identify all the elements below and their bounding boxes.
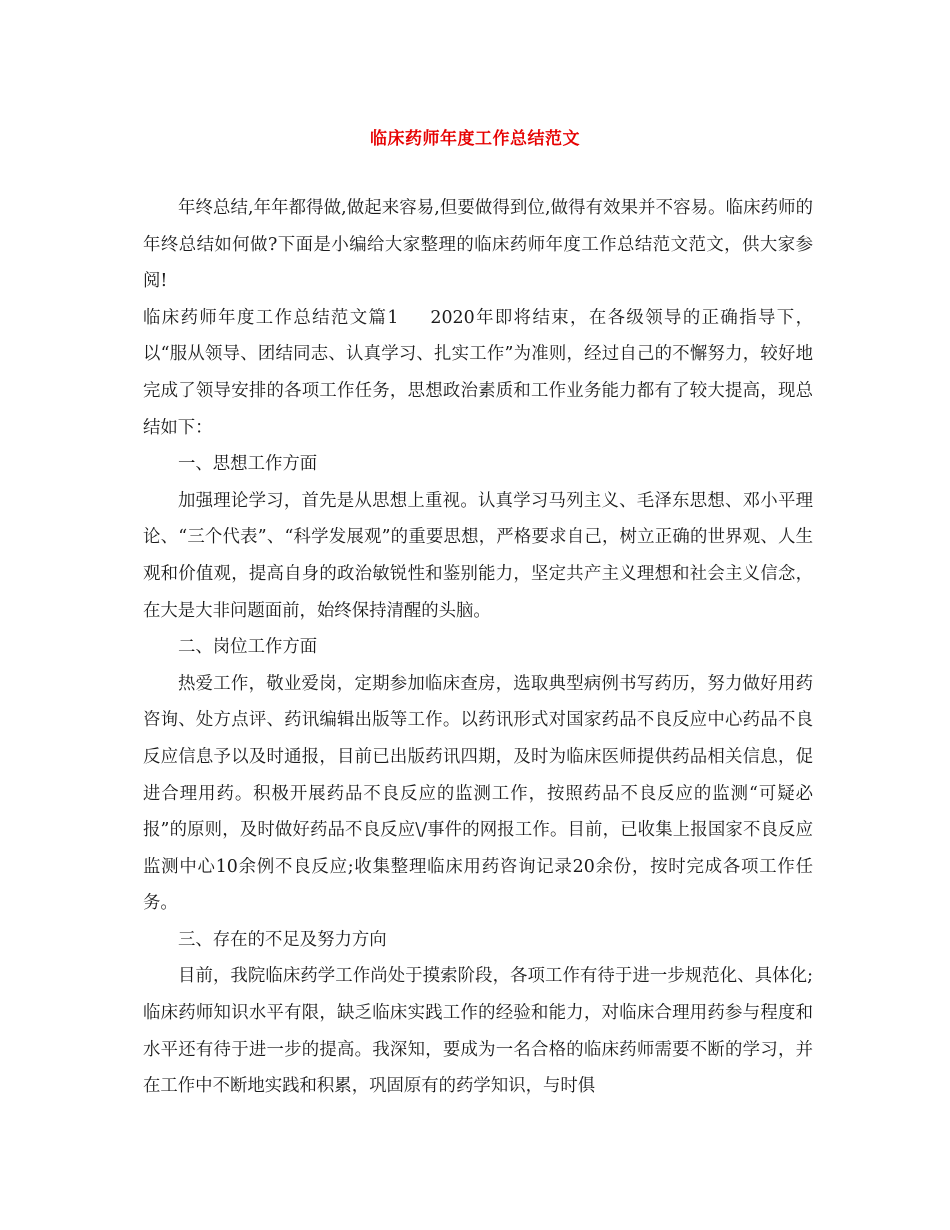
article-label: 临床药师年度工作总结范文篇1 (143, 307, 399, 328)
section1-heading: 一、思想工作方面 (178, 454, 318, 475)
section2-heading: 二、岗位工作方面 (178, 637, 318, 658)
section3-heading: 三、存在的不足及努力方向 (178, 929, 387, 950)
article-lead: 2020年即将结束，在各级领导的正确指导下，以“服从领导、团结同志、认真学习、扎实工作”为准则，经过自己的不懈努力，较好地完成了领导安排的各项工作任务，思想政治素质和工作业务能力都有了较大提高，现总结如下： (143, 307, 813, 438)
intro-paragraph: 年终总结,年年都得做,做起来容易,但要做得到位,做得有效果并不容易。临床药师的年终总结如何做?下面是小编给大家整理的临床药师年度工作总结范文范文，供大家参阅! (143, 198, 813, 292)
document-title: 临床药师年度工作总结范文 (370, 129, 580, 149)
article-lead-paragraph (143, 300, 813, 446)
section3-paragraph: 目前，我院临床药学工作尚处于摸索阶段，各项工作有待于进一步规范化、具体化;临床药师知识水平有限，缺乏临床实践工作的经验和能力，对临床合理用药参与程度和水平还有待于进一步的提高。我深知，要成为一名合格的临床药师需要不断的学习，并在工作中不断地实践和积累，巩固原有的药学知识，与时俱 (143, 966, 813, 1097)
document-body (143, 190, 813, 1105)
section2-paragraph: 热爱工作，敬业爱岗，定期参加临床查房，选取典型病例书写药历，努力做好用药咨询、处方点评、药讯编辑出版等工作。以药讯形式对国家药品不良反应中心药品不良反应信息予以及时通报，目前已出版药讯四期，及时为临床医师提供药品相关信息，促进合理用药。积极开展药品不良反应的监测工作，按照药品不良反应的监测“可疑必报”的原则，及时做好药品不良反应\/事件的网报工作。目前，已收集上报国家不良反应监测中心10余例不良反应;收集整理临床用药咨询记录20余份，按时完成各项工作任务。 (143, 673, 813, 914)
section1-paragraph: 加强理论学习，首先是从思想上重视。认真学习马列主义、毛泽东思想、邓小平理论、“三个代表”、“科学发展观”的重要思想，严格要求自己，树立正确的世界观、人生观和价值观，提高自身的政治敏锐性和鉴别能力，坚定共产主义理想和社会主义信念，在大是大非问题面前，始终保持清醒的头脑。 (143, 490, 813, 621)
